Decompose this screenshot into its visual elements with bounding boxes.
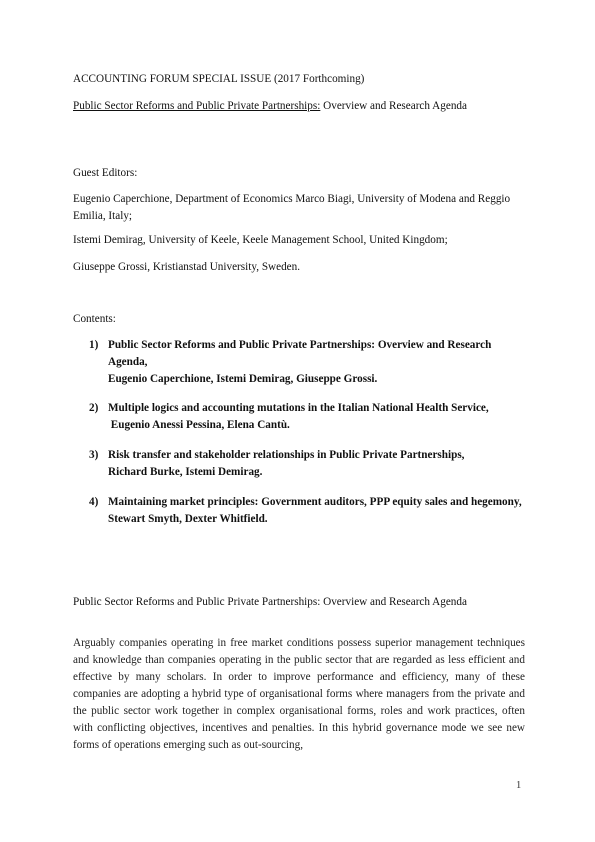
page-title: ACCOUNTING FORUM SPECIAL ISSUE (2017 Forthcoming) — [73, 73, 365, 85]
contents-item-authors: Stewart Smyth, Dexter Whitfield. — [108, 513, 268, 525]
contents-item-number: 1) — [89, 339, 99, 351]
subtitle-rest: Overview and Research Agenda — [320, 100, 467, 112]
contents-item — [89, 447, 529, 481]
body-paragraph: Arguably companies operating in free market conditions possess superior management techniques and knowledge than companies operating in the public sector that are regarded as less efficient and effective by many scholars. In order to improve performance and efficiency, many of these companies are adopting a hybrid type of organisational forms where managers from the private and the public sector work together in complex organisational forms, roles and work practices, often with conflicting objectives, incentives and penalties. In this hybrid governance mode we see new forms of operations emerging such as out-sourcing, — [73, 637, 525, 751]
page-number: 1 — [516, 780, 522, 791]
contents-item-authors: Eugenio Caperchione, Istemi Demirag, Giuseppe Grossi. — [108, 373, 378, 385]
contents-label: Contents: — [73, 313, 116, 325]
contents-item — [89, 494, 529, 528]
subtitle-underlined: Public Sector Reforms and Public Private Partnerships: — [73, 100, 321, 112]
contents-item-number: 2) — [89, 402, 99, 414]
editor-entry: Eugenio Caperchione, Department of Economics Marco Biagi, University of Modena and Reggio Emilia, Italy; — [73, 193, 511, 222]
contents-item-number: 3) — [89, 449, 99, 461]
editor-entry: Giuseppe Grossi, Kristianstad University, Sweden. — [73, 261, 301, 273]
editor-entry: Istemi Demirag, University of Keele, Keele Management School, United Kingdom; — [73, 234, 448, 246]
contents-item-title: Public Sector Reforms and Public Private Partnerships: Overview and Research Agenda, — [108, 339, 492, 368]
contents-item-title: Risk transfer and stakeholder relationships in Public Private Partnerships, — [108, 449, 465, 461]
contents-item-authors: Eugenio Anessi Pessina, Elena Cantù. — [108, 419, 290, 431]
contents-item-authors: Richard Burke, Istemi Demirag. — [108, 466, 263, 478]
contents-item-number: 4) — [89, 496, 99, 508]
contents-item — [89, 400, 529, 434]
contents-item — [89, 337, 529, 388]
section-heading: Public Sector Reforms and Public Private Partnerships: Overview and Research Agenda — [73, 596, 467, 608]
contents-item-title: Multiple logics and accounting mutations in the Italian National Health Service, — [108, 402, 489, 414]
guest-editors-label: Guest Editors: — [73, 167, 138, 179]
page-subtitle — [73, 98, 525, 115]
contents-item-title: Maintaining market principles: Government auditors, PPP equity sales and hegemony, — [108, 496, 522, 508]
